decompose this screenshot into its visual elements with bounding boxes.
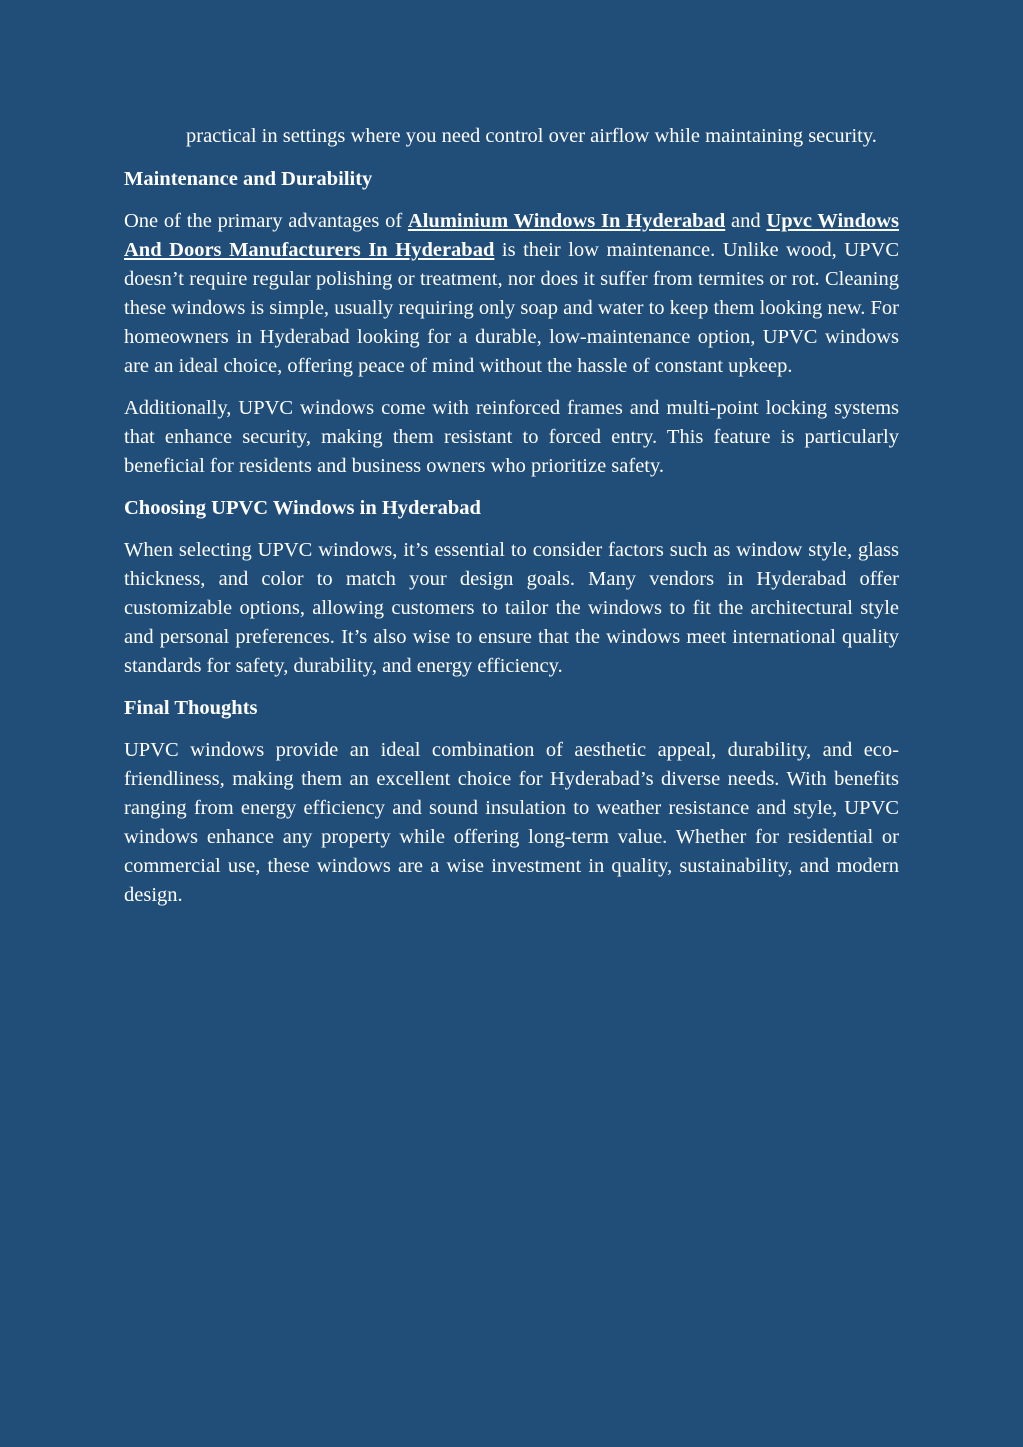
security-paragraph: Additionally, UPVC windows come with reinforced frames and multi-point locking systems that enhance security, making them resistant to forced entry. This feature is particularly beneficial for residents and business owners who prioritize safety. <box>124 397 899 477</box>
maintenance-text-mid: and <box>725 210 767 232</box>
heading-choosing-upvc: Choosing UPVC Windows in Hyderabad <box>124 497 481 519</box>
choosing-paragraph: When selecting UPVC windows, it’s essential to consider factors such as window style, glass thickness, and color to match your design goals. Many vendors in Hyderabad offer customizable options, allowing customers to tailor the windows to fit the architectural style and personal preferences. It’s also wise to ensure that the windows meet international quality standards for safety, durability, and energy efficiency. <box>124 539 899 677</box>
heading-final-thoughts: Final Thoughts <box>124 697 258 719</box>
maintenance-paragraph <box>124 207 899 381</box>
upvc-manufacturers-link[interactable]: Upvc Windows And Doors Manufacturers In Hyderabad <box>124 210 900 261</box>
heading-maintenance-durability: Maintenance and Durability <box>124 168 373 190</box>
maintenance-text-before: One of the primary advantages of <box>124 210 408 232</box>
final-thoughts-paragraph: UPVC windows provide an ideal combination of aesthetic appeal, durability, and eco-friendliness, making them an excellent choice for Hyderabad’s diverse needs. With benefits ranging from energy efficiency and sound insulation to weather resistance and style, UPVC windows enhance any property while offering long-term value. Whether for residential or commercial use, these windows are a wise investment in quality, sustainability, and modern design. <box>124 739 899 906</box>
aluminium-windows-link[interactable]: Aluminium Windows In Hyderabad <box>407 210 726 232</box>
continuation-paragraph: practical in settings where you need control over airflow while maintaining security. <box>186 125 877 147</box>
document-page <box>124 122 899 923</box>
maintenance-text-after: is their low maintenance. Unlike wood, UPVC doesn’t require regular polishing or treatment, nor does it suffer from termites or rot. Cleaning these windows is simple, usually requiring only soap and water to keep them looking new. For homeowners in Hyderabad looking for a durable, low-maintenance option, UPVC windows are an ideal choice, offering peace of mind without the hassle of constant upkeep. <box>124 239 899 377</box>
